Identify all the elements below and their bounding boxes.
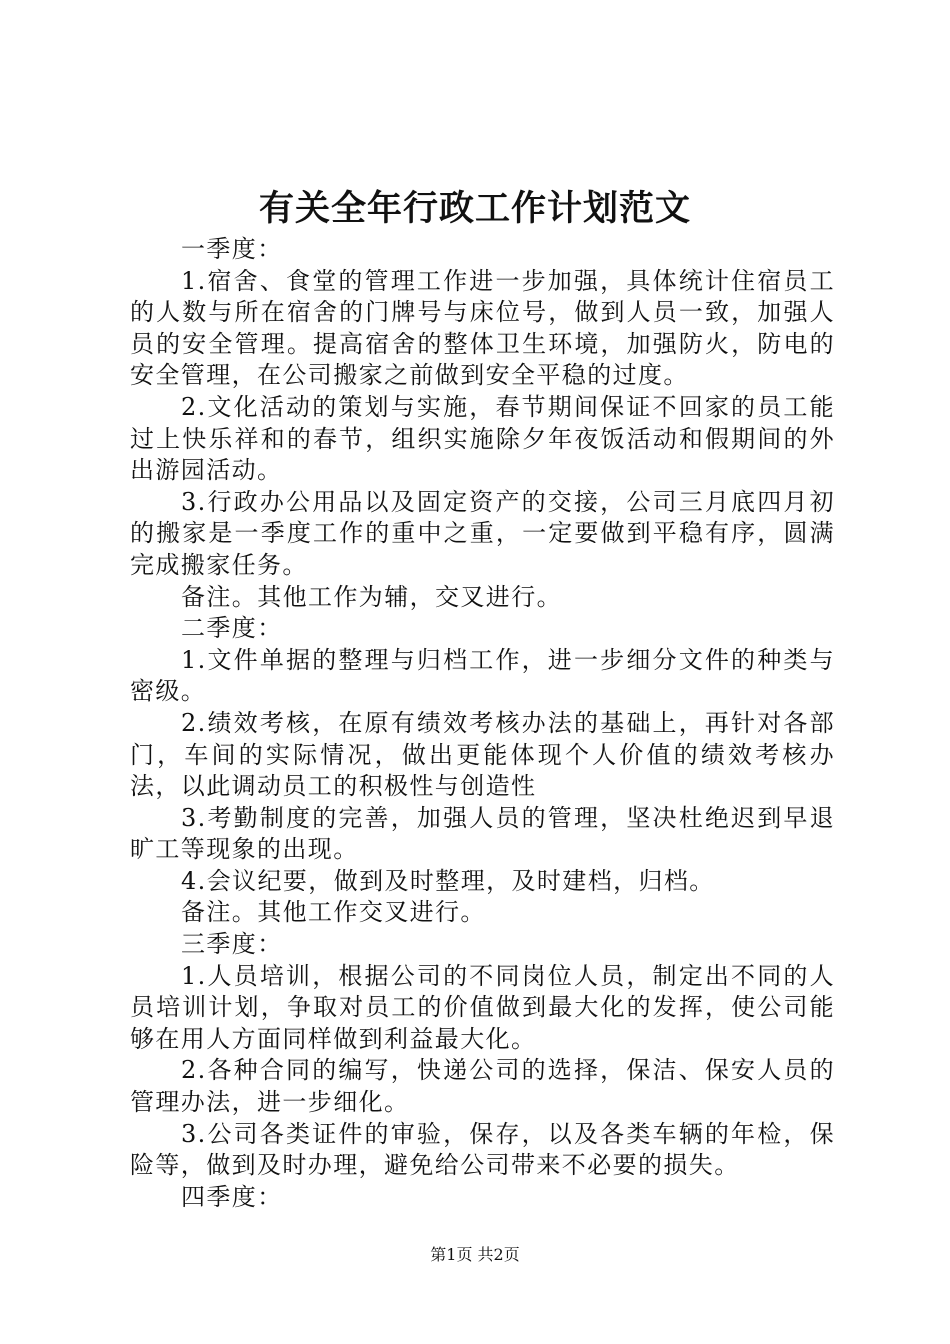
document-body [130,234,835,1213]
section-heading-q1: 一季度： [181,235,283,263]
paragraph: 1.人员培训，根据公司的不同岗位人员，制定出不同的人员培训计划，争取对员工的价值做到最大化的发挥，使公司能够在用人方面同样做到利益最大化。 [130,961,835,1053]
paragraph: 2.文化活动的策划与实施，春节期间保证不回家的员工能过上快乐祥和的春节，组织实施除夕年夜饭活动和假期间的外出游园活动。 [130,392,835,485]
paragraph: 2.绩效考核，在原有绩效考核办法的基础上，再针对各部门，车间的实际情况，做出更能体现个人价值的绩效考核办法，以此调动员工的积极性与创造性 [130,708,835,801]
paragraph: 4.会议纪要，做到及时整理，及时建档，归档。 [181,866,715,895]
note-paragraph: 备注。其他工作交叉进行。 [181,898,486,927]
paragraph: 3.行政办公用品以及固定资产的交接，公司三月底四月初的搬家是一季度工作的重中之重，一定要做到平稳有序，圆满完成搬家任务。 [130,487,835,579]
section-heading-q4: 四季度： [181,1182,283,1211]
section-heading-q3: 三季度： [181,930,283,959]
note-paragraph: 备注。其他工作为辅，交叉进行。 [181,582,562,611]
document-title: 有关全年行政工作计划范文 [258,188,691,229]
section-heading-q2: 二季度： [181,614,283,643]
page-number-footer: 第1页 共2页 [430,1245,520,1264]
paragraph: 3.公司各类证件的审验，保存，以及各类车辆的年检，保险等，做到及时办理，避免给公司带来不必要的损失。 [130,1119,835,1180]
paragraph: 2.各种合同的编写，快递公司的选择，保洁、保安人员的管理办法，进一步细化。 [130,1056,835,1117]
paragraph: 1.文件单据的整理与归档工作，进一步细分文件的种类与密级。 [130,645,835,706]
paragraph: 3.考勤制度的完善，加强人员的管理，坚决杜绝迟到早退旷工等现象的出现。 [130,803,835,864]
paragraph: 1.宿舍、食堂的管理工作进一步加强，具体统计住宿员工的人数与所在宿舍的门牌号与床位号，做到人员一致，加强人员的安全管理。提高宿舍的整体卫生环境，加强防火，防电的安全管理，在公司搬家之前做到安全平稳的过度。 [130,266,835,390]
